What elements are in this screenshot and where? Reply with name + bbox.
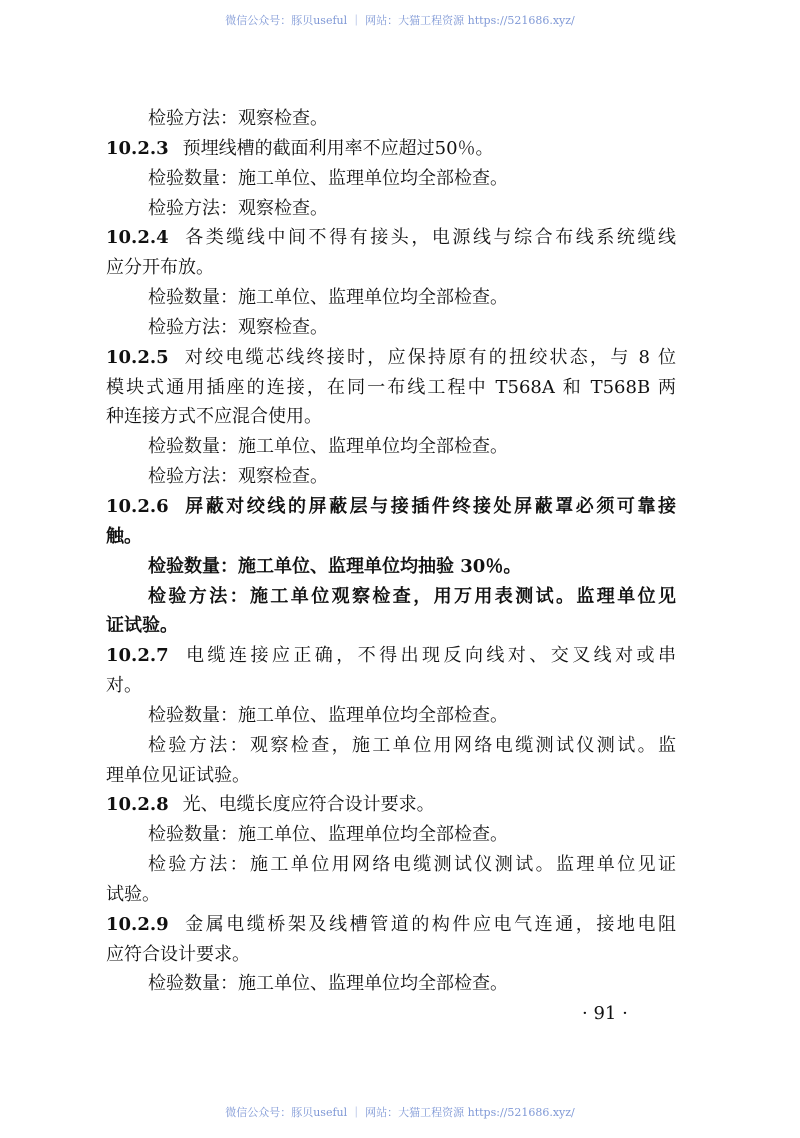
clause-number: 10.2.6 (106, 495, 169, 517)
text-line: 种连接方式不应混合使用。 (106, 406, 322, 428)
text-line: 试验。 (106, 883, 160, 905)
text-line: 模块式通用插座的连接，在同一布线工程中 T568A 和 T568B 两 (106, 376, 676, 398)
clause-text: 对绞电缆芯线终接时，应保持原有的扭绞状态，与 8 位 (182, 346, 676, 368)
clause-10-2-8 (106, 790, 676, 820)
text-line: 检验方法：施工单位观察检查，用万用表测试。监理单位见 (148, 585, 676, 607)
text-line: 检验数量：施工单位、监理单位均抽验 30％。 (148, 555, 522, 577)
clause-text: 电缆连接应正确，不得出现反向线对、交叉线对或串 (182, 645, 676, 667)
text-line: 检验数量：施工单位、监理单位均全部检查。 (148, 436, 508, 458)
text-line: 应分开布放。 (106, 257, 214, 279)
clause-text: 光、电缆长度应符合设计要求。 (182, 794, 435, 816)
clause-10-2-9 (106, 910, 676, 940)
text-line: 检验方法：观察检查。 (148, 466, 328, 488)
text-line: 检验数量：施工单位、监理单位均全部检查。 (148, 287, 508, 309)
footer-watermark: 微信公众号：豚贝useful ｜ 网站：大猫工程资源 https://521686.xyz/ (225, 1106, 575, 1119)
text-line: 对。 (106, 675, 142, 697)
text-line: 证试验。 (106, 615, 178, 637)
text-line: 检验方法：观察检查。 (148, 316, 328, 338)
text-line: 触。 (106, 525, 142, 547)
clause-number: 10.2.4 (106, 227, 169, 249)
clause-text: 屏蔽对绞线的屏蔽层与接插件终接处屏蔽罩必须可靠接 (182, 495, 676, 517)
clause-10-2-3 (106, 134, 676, 164)
text-line: 检验数量：施工单位、监理单位均全部检查。 (148, 973, 508, 995)
text-line: 检验数量：施工单位、监理单位均全部检查。 (148, 167, 508, 189)
header-watermark: 微信公众号：豚贝useful ｜ 网站：大猫工程资源 https://521686.xyz/ (225, 14, 575, 27)
text-line: 检验方法：施工单位用网络电缆测试仪测试。监理单位见证 (148, 854, 676, 876)
clause-text: 金属电缆桥架及线槽管道的构件应电气连通，接地电阻 (182, 913, 676, 935)
clause-text: 预埋线槽的截面利用率不应超过50％。 (182, 137, 494, 159)
clause-number: 10.2.7 (106, 645, 169, 667)
page-number: · 91 · (582, 1003, 628, 1024)
text-line: 应符合设计要求。 (106, 943, 250, 965)
clause-10-2-7 (106, 641, 676, 671)
text-line: 理单位见证试验。 (106, 764, 250, 786)
clause-10-2-5 (106, 343, 676, 373)
text-line: 检验方法：观察检查。 (148, 108, 328, 129)
text-line: 检验方法：观察检查。 (148, 197, 328, 219)
clause-number: 10.2.3 (106, 137, 169, 159)
clause-text: 各类缆线中间不得有接头，电源线与综合布线系统缆线 (182, 227, 676, 249)
document-body (106, 104, 676, 999)
clause-number: 10.2.8 (106, 794, 169, 816)
text-line: 检验方法：观察检查，施工单位用网络电缆测试仪测试。监 (148, 734, 676, 756)
clause-number: 10.2.9 (106, 913, 169, 935)
clause-10-2-6 (106, 492, 676, 522)
clause-number: 10.2.5 (106, 346, 169, 368)
text-line: 检验数量：施工单位、监理单位均全部检查。 (148, 704, 508, 726)
text-line: 检验数量：施工单位、监理单位均全部检查。 (148, 824, 508, 846)
clause-10-2-4 (106, 223, 676, 253)
